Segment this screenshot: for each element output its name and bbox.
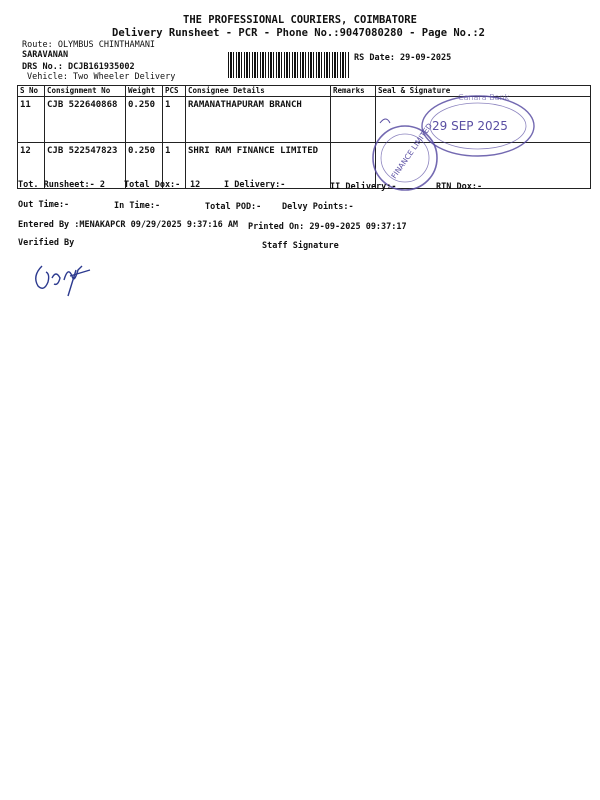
col-remarks: Remarks	[331, 86, 376, 97]
staff-signature-label: Staff Signature	[262, 241, 339, 251]
col-weight: Weight	[126, 86, 163, 97]
staff-name: SARAVANAN	[22, 50, 69, 60]
rs-date: RS Date: 29-09-2025	[354, 53, 452, 63]
tot-runsheet: Tot. Runsheet:- 2	[18, 180, 105, 190]
col-seal: Seal & Signature	[376, 86, 591, 97]
out-time: Out Time:-	[18, 200, 70, 210]
stamp-date: 29 SEP 2025	[432, 119, 508, 133]
drs-number: DRS No.: DCJB161935002	[22, 62, 135, 72]
runsheet-subtitle: Delivery Runsheet - PCR - Phone No.:9047080280 - Page No.:2	[112, 27, 485, 39]
col-consignment: Consignment No	[45, 86, 126, 97]
route-label: Route: OLYMBUS CHINTHAMANI	[22, 40, 156, 50]
verified-by: Verified By	[18, 238, 75, 248]
ii-delivery: II Delivery:-	[330, 182, 397, 192]
cell-consignee: RAMANATHAPURAM BRANCH	[186, 97, 331, 143]
cell-pcs: 1	[163, 97, 186, 143]
entered-by: Entered By :MENAKAPCR 09/29/2025 9:37:16 AM	[18, 220, 239, 230]
printed-on: Printed On: 29-09-2025 09:37:17	[248, 222, 407, 232]
cell-sno: 12	[18, 143, 45, 189]
col-sno: S No	[18, 86, 45, 97]
cell-consignee: SHRI RAM FINANCE LIMITED	[186, 143, 331, 189]
company-title: THE PROFESSIONAL COURIERS, COIMBATORE	[183, 14, 417, 26]
col-pcs: PCS	[163, 86, 186, 97]
cell-consignment: CJB 522640868	[45, 97, 126, 143]
cell-consignment: CJB 522547823	[45, 143, 126, 189]
total-pod: Total POD:-	[205, 202, 262, 212]
delvy-points: Delvy Points:-	[282, 202, 354, 212]
in-time: In Time:-	[114, 201, 161, 211]
col-consignee: Consignee Details	[186, 86, 331, 97]
cell-weight: 0.250	[126, 97, 163, 143]
i-delivery: I Delivery:-	[224, 180, 286, 190]
cell-sno: 11	[18, 97, 45, 143]
cell-weight: 0.250	[126, 143, 163, 189]
total-dox-label: Total Dox:-	[124, 180, 181, 190]
barcode	[228, 52, 350, 78]
cell-pcs: 1	[163, 143, 186, 189]
stamp-side-text: FINANCE LIMITED	[389, 121, 435, 181]
total-dox-value: 12	[190, 180, 201, 190]
rtn-dox: RTN Dox:-	[436, 182, 483, 192]
signature-scribble	[30, 258, 100, 298]
stamp-top-text: Canara Bank	[458, 93, 510, 102]
vehicle-label: Vehicle: Two Wheeler Delivery	[27, 72, 176, 82]
